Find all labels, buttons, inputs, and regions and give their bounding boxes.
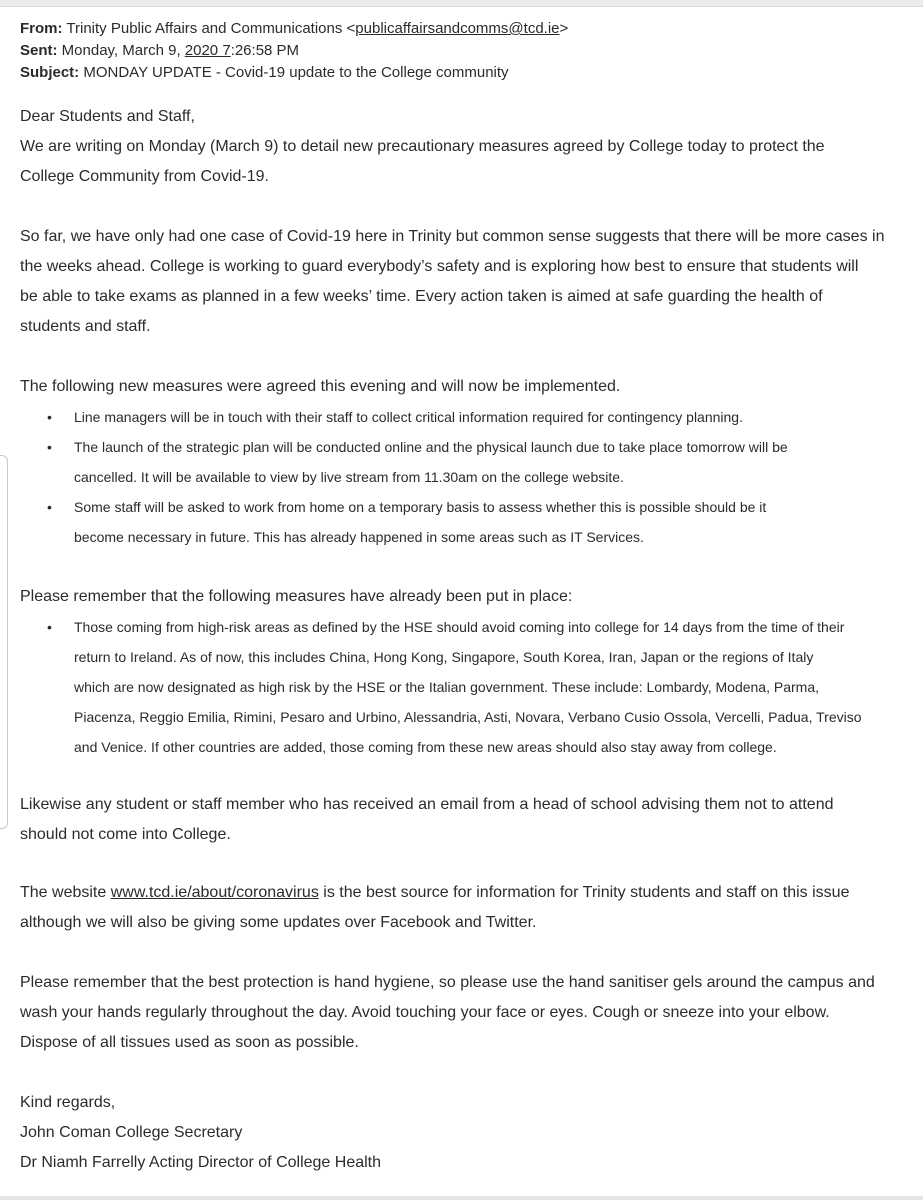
website-line — [20, 878, 915, 908]
list-item — [47, 402, 915, 432]
list-item-line: which are now designated as high risk by the HSE or the Italian government. These include: Lombardy, Modena, Parma, — [74, 679, 820, 695]
so-far-line: be able to take exams as planned in a few weeks’ time. Every action taken is aimed at safe guarding the health of — [20, 288, 823, 305]
list-item-line: Line managers will be in touch with their staff to collect critical information required for contingency planning. — [74, 409, 743, 425]
likewise-line: Likewise any student or staff member who has received an email from a head of school advising them not to attend — [20, 796, 834, 813]
list-item-line: Some staff will be asked to work from home on a temporary basis to assess whether this is possible should be it — [74, 499, 767, 515]
subject-text: MONDAY UPDATE - Covid-19 update to the College community — [83, 64, 509, 81]
from-email-link[interactable]: publicaffairsandcomms@tcd.ie — [355, 20, 560, 37]
list-item — [47, 432, 915, 492]
from-name: Trinity Public Affairs and Communications — [66, 20, 343, 37]
website-suffix: is the best source for information for Trinity students and staff on this issue — [318, 884, 850, 901]
hygiene-line: Dispose of all tissues used as soon as possible. — [20, 1034, 359, 1051]
new-measures-intro: The following new measures were agreed this evening and will now be implemented. — [20, 378, 621, 395]
bullet-icon: • — [47, 619, 52, 635]
list-item-line: and Venice. If other countries are added, those coming from these new areas should also stay away from college. — [74, 739, 777, 755]
list-item-line: cancelled. It will be available to view by live stream from 11.30am on the college website. — [74, 469, 624, 485]
email-header — [20, 18, 568, 84]
website-prefix: The website — [20, 884, 111, 901]
bullet-icon: • — [47, 409, 52, 425]
list-item-line: Piacenza, Reggio Emilia, Rimini, Pesaro and Urbino, Alessandria, Asti, Novara, Verbano Cusio Ossola, Vercelli, Padua, Treviso — [74, 709, 862, 725]
intro-line: We are writing on Monday (March 9) to detail new precautionary measures agreed by College today to protect the — [20, 138, 825, 155]
signature-block — [20, 1118, 915, 1178]
hygiene-line: wash your hands regularly throughout the day. Avoid touching your face or eyes. Cough or sneeze into your elbow. — [20, 1004, 830, 1021]
list-item — [47, 612, 915, 762]
so-far-line: the weeks ahead. College is working to guard everybody’s safety and is exploring how best to ensure that students will — [20, 258, 859, 275]
existing-measures-intro: Please remember that the following measures have already been put in place: — [20, 588, 573, 605]
sent-date-link[interactable]: 2020 7 — [184, 42, 231, 59]
so-far-paragraph — [20, 222, 915, 342]
list-item-line: return to Ireland. As of now, this includes China, Hong Kong, Singapore, South Korea, Iran, Japan or the regions of Italy — [74, 649, 814, 665]
bullet-icon: • — [47, 499, 52, 515]
list-item-line: become necessary in future. This has already happened in some areas such as IT Services. — [74, 529, 644, 545]
website-paragraph — [20, 878, 915, 938]
list-item-line: Those coming from high-risk areas as defined by the HSE should avoid coming into college for 14 days from the time of their — [74, 619, 845, 635]
from-close: > — [559, 20, 569, 37]
sent-date: Monday, March 9, — [61, 42, 185, 59]
subject-line — [20, 62, 568, 84]
list-item — [47, 492, 915, 552]
from-open: < — [342, 20, 356, 37]
signatory: Dr Niamh Farrelly Acting Director of College Health — [20, 1154, 382, 1171]
sent-label: Sent: — [20, 42, 58, 59]
greeting: Dear Students and Staff, — [20, 108, 195, 125]
intro-line: College Community from Covid-19. — [20, 168, 269, 185]
scroll-indicator[interactable] — [0, 455, 8, 829]
intro-paragraph — [20, 132, 915, 192]
sent-time: :26:58 PM — [230, 42, 300, 59]
bullet-icon: • — [47, 439, 52, 455]
from-line — [20, 18, 568, 40]
new-measures-list — [20, 402, 915, 552]
page-top-edge — [0, 0, 923, 7]
hygiene-paragraph — [20, 968, 915, 1058]
from-label: From: — [20, 20, 63, 37]
hygiene-line: Please remember that the best protection is hand hygiene, so please use the hand sanitiser gels around the campus and — [20, 974, 875, 991]
likewise-line: should not come into College. — [20, 826, 231, 843]
sent-line — [20, 40, 568, 62]
signoff: Kind regards, — [20, 1094, 116, 1111]
list-item-line: The launch of the strategic plan will be conducted online and the physical launch due to take place tomorrow will be — [74, 439, 788, 455]
coronavirus-info-link[interactable]: www.tcd.ie/about/coronavirus — [110, 884, 319, 901]
page-bottom-edge — [0, 1196, 923, 1200]
email-body — [20, 102, 915, 1178]
website-line: although we will also be giving some updates over Facebook and Twitter. — [20, 914, 537, 931]
signatory: John Coman College Secretary — [20, 1124, 243, 1141]
so-far-line: students and staff. — [20, 318, 151, 335]
existing-measures-list — [20, 612, 915, 762]
likewise-paragraph — [20, 790, 915, 850]
so-far-line: So far, we have only had one case of Covid-19 here in Trinity but common sense suggests that there will be more cases in — [20, 228, 885, 245]
subject-label: Subject: — [20, 64, 80, 81]
